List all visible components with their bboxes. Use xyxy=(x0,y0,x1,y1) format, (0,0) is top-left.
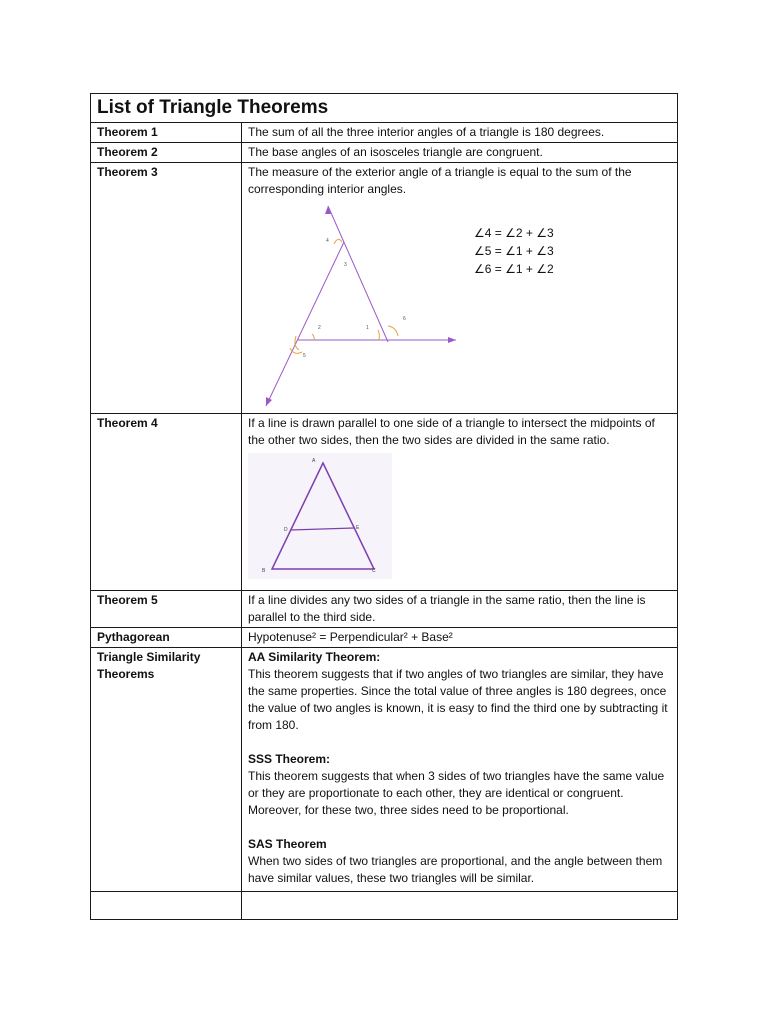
table-row xyxy=(91,123,678,143)
angle-label: 4 xyxy=(326,238,329,244)
title-row xyxy=(91,94,678,123)
theorem-cell xyxy=(242,163,678,414)
arrowhead-icon xyxy=(448,337,456,343)
table-row xyxy=(91,648,678,892)
angle-label: 5 xyxy=(303,353,306,359)
theorem-text: If a line is drawn parallel to one side of a triangle to intersect the midpoints of the other two sides, then the two sides are divided in the same ratio. xyxy=(248,416,655,447)
triangle-side-line xyxy=(328,206,388,342)
midpoint-triangle-diagram xyxy=(248,453,398,581)
vertex-label: A xyxy=(312,458,316,464)
sas-heading: SAS Theorem xyxy=(248,837,327,851)
sss-text: This theorem suggests that when 3 sides of two triangles have the same value or they are proportionate to each other, they are identical or congruent. Moreover, for these two, three sides need to be proportional. xyxy=(248,769,665,817)
theorem-label: Theorem 5 xyxy=(91,591,242,628)
empty-row xyxy=(91,892,678,920)
angle-label: 3 xyxy=(344,262,347,268)
vertex-label: C xyxy=(372,568,376,574)
exterior-angle-diagram xyxy=(248,198,468,412)
arrowhead-icon xyxy=(266,397,272,406)
midpoint-figure xyxy=(248,453,398,583)
vertex-label: D xyxy=(284,527,288,533)
sas-text: When two sides of two triangles are proportional, and the angle between them have similar values, these two triangles will be similar. xyxy=(248,854,663,885)
theorem-text: The sum of all the three interior angles of a triangle is 180 degrees. xyxy=(242,123,678,143)
angle-label: 2 xyxy=(318,325,321,331)
page-title: List of Triangle Theorems xyxy=(91,94,678,123)
table-row xyxy=(91,143,678,163)
aa-heading: AA Similarity Theorem: xyxy=(248,650,381,664)
table-row xyxy=(91,414,678,591)
equation: ∠4 = ∠2 + ∠3 xyxy=(474,226,554,240)
theorem-label: Triangle Similarity Theorems xyxy=(91,648,242,892)
angle-arc xyxy=(388,326,398,336)
triangle-side-line xyxy=(266,242,344,406)
theorem-text: The measure of the exterior angle of a triangle is equal to the sum of the corresponding interior angles. xyxy=(248,165,632,196)
angle-arc xyxy=(312,334,314,340)
theorem-label: Theorem 1 xyxy=(91,123,242,143)
theorems-table xyxy=(90,93,678,920)
theorem-label: Theorem 3 xyxy=(91,163,242,414)
angle-arc xyxy=(378,330,379,340)
theorem-text: If a line divides any two sides of a triangle in the same ratio, then the line is parallel to the third side. xyxy=(242,591,678,628)
empty-cell xyxy=(91,892,242,920)
angle-equations xyxy=(474,224,554,278)
theorem-label: Theorem 2 xyxy=(91,143,242,163)
empty-cell xyxy=(242,892,678,920)
table-row xyxy=(91,628,678,648)
theorem-text: Hypotenuse² = Perpendicular² + Base² xyxy=(242,628,678,648)
theorem-text: The base angles of an isosceles triangle are congruent. xyxy=(242,143,678,163)
equation: ∠5 = ∠1 + ∠3 xyxy=(474,244,554,258)
sss-heading: SSS Theorem: xyxy=(248,752,331,766)
equation: ∠6 = ∠1 + ∠2 xyxy=(474,262,554,276)
aa-text: This theorem suggests that if two angles of two triangles are similar, they have the same properties. Since the total value of three angles is 180 degrees, once the value of two angles is known, it is easy to find the third one by subtracting it from 180. xyxy=(248,667,668,732)
vertex-label: B xyxy=(262,568,266,574)
table-row xyxy=(91,591,678,628)
exterior-angle-figure xyxy=(248,198,668,412)
angle-label: 1 xyxy=(366,325,369,331)
theorem-label: Pythagorean xyxy=(91,628,242,648)
theorem-cell xyxy=(242,414,678,591)
angle-arc xyxy=(334,239,342,244)
vertex-label: E xyxy=(356,525,360,531)
similarity-cell xyxy=(242,648,678,892)
angle-label: 6 xyxy=(403,316,406,322)
theorem-label: Theorem 4 xyxy=(91,414,242,591)
table-row xyxy=(91,163,678,414)
